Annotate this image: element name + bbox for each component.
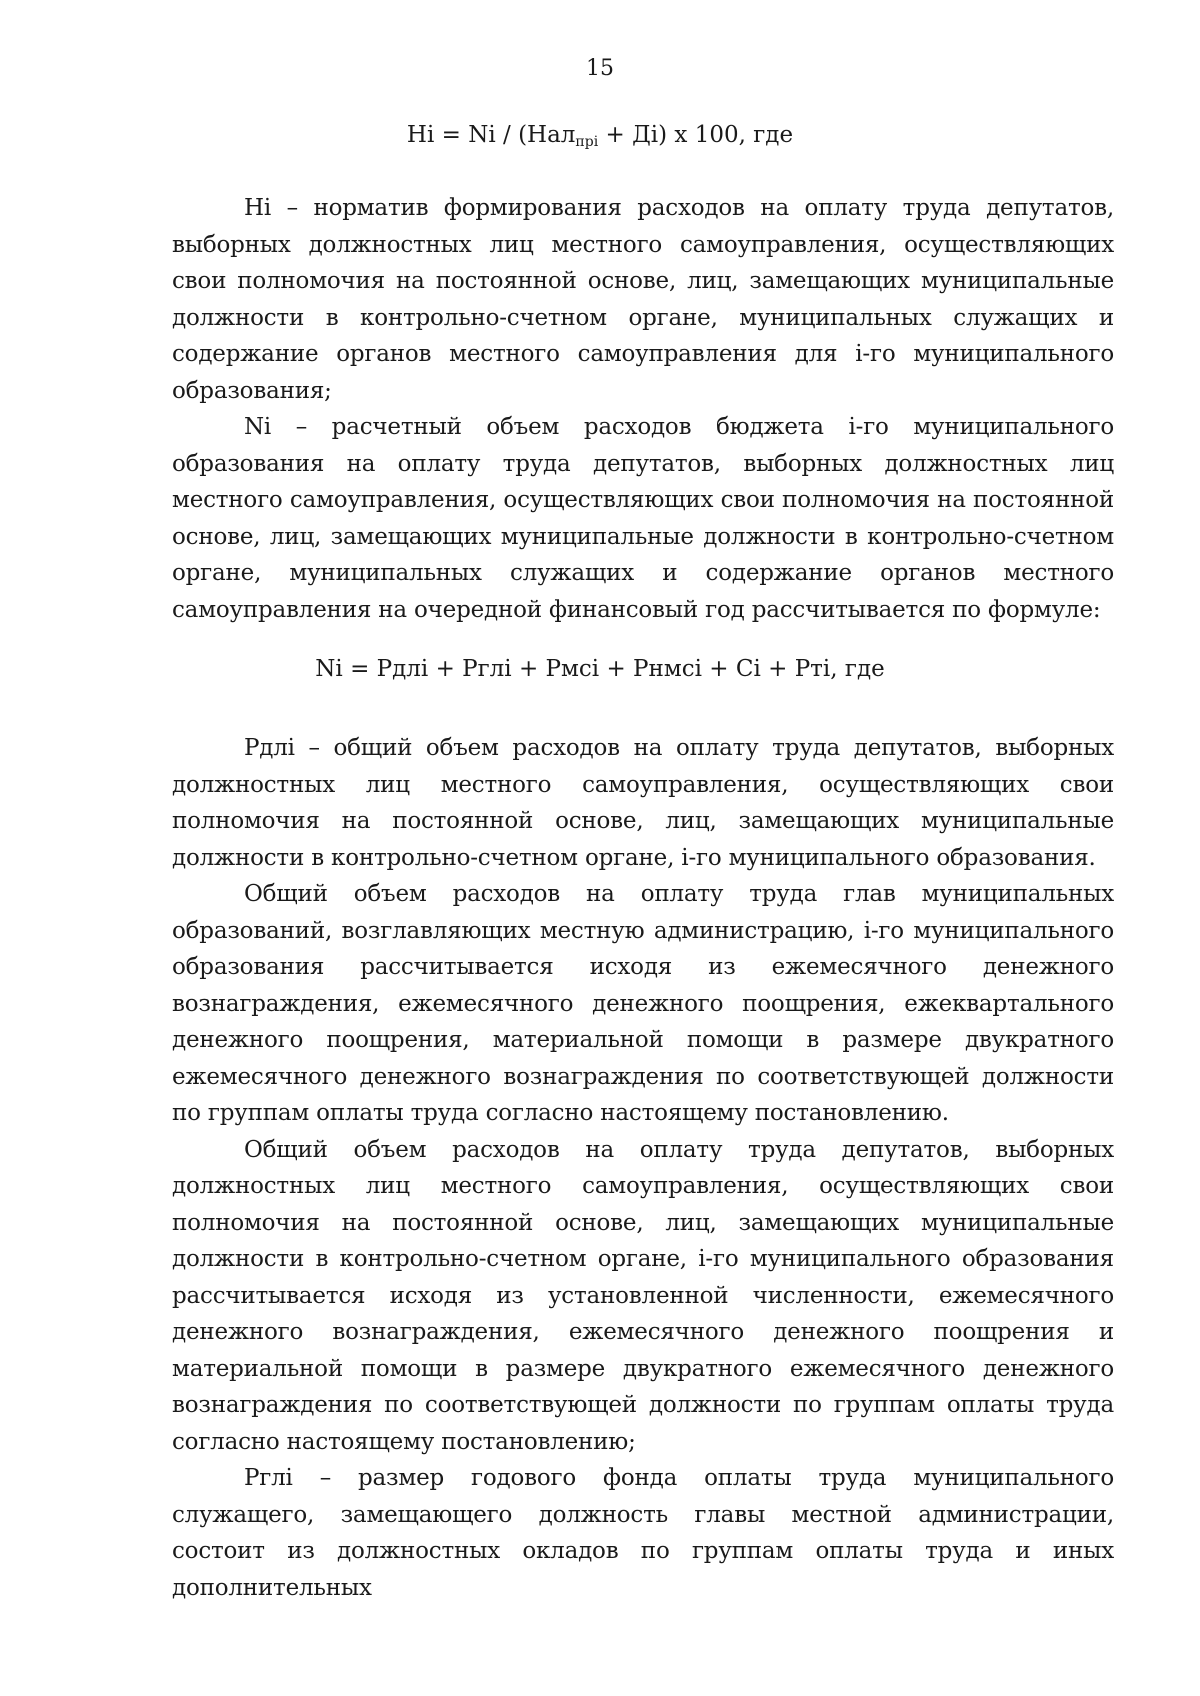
formula-norm-main: Hi = Ni / (Нал: [406, 122, 576, 148]
definitions-block-1: [172, 190, 1114, 628]
paragraph-ni-definition: Ni – расчетный объем расходов бюджета i-го муниципального образования на оплату труда депутатов, выборных должностных лиц местного самоуправления, осуществляющих свои полномочия на постоянной основе, лиц, замещающих муниципальные должности в контрольно-счетном органе, муниципальных служащих и содержание органов местного самоуправления на очередной финансовый год рассчитывается по формуле:: [172, 414, 1114, 623]
page-number: 15: [586, 56, 614, 81]
paragraph-deputies-expenses: Общий объем расходов на оплату труда депутатов, выборных должностных лиц местного самоуправления, осуществляющих свои полномочия на постоянной основе, лиц, замещающих муниципальные должности в контрольно-счетном органе, i-го муниципального образования рассчитывается исходя из установленной численности, ежемесячного денежного вознаграждения, ежемесячного денежного поощрения и материальной помощи в размере двукратного ежемесячного денежного вознаграждения по соответствующей должности по группам оплаты труда согласно настоящему постановлению;: [172, 1136, 1114, 1455]
paragraph-hi-definition: Hi – норматив формирования расходов на оплату труда депутатов, выборных должностных лиц местного самоуправления, осуществляющих свои полномочия на постоянной основе, лиц, замещающих муниципальные должности в контрольно-счетном органе, муниципальных служащих и содержание органов местного самоуправления для i-го муниципального образования;: [172, 195, 1114, 404]
formula-norm-tail: + Дi) х 100, где: [598, 122, 794, 148]
paragraph-rgli-definition: Рглi – размер годового фонда оплаты труда муниципального служащего, замещающего должность главы местной администрации, состоит из должностных окладов по группам оплаты труда и иных дополнительных: [172, 1465, 1114, 1601]
formula-norm-subscript: прi: [575, 134, 599, 150]
paragraph-heads-expenses: Общий объем расходов на оплату труда глав муниципальных образований, возглавляющих местную администрацию, i-го муниципального образования рассчитывается исходя из ежемесячного денежного вознаграждения, ежемесячного денежного поощрения, ежеквартального денежного поощрения, материальной помощи в размере двукратного ежемесячного денежного вознаграждения по соответствующей должности по группам оплаты труда согласно настоящему постановлению.: [172, 881, 1114, 1126]
definitions-block-2: [172, 730, 1114, 1606]
paragraph-rdli-definition: Рдлi – общий объем расходов на оплату труда депутатов, выборных должностных лиц местного самоуправления, осуществляющих свои полномочия на постоянной основе, лиц, замещающих муниципальные должности в контрольно-счетном органе, i-го муниципального образования.: [172, 735, 1114, 871]
formula-norm: [0, 122, 1200, 148]
formula-ni: Ni = Рдлi + Рглi + Рмсi + Рнмсi + Сi + Ртi, где: [315, 656, 885, 682]
